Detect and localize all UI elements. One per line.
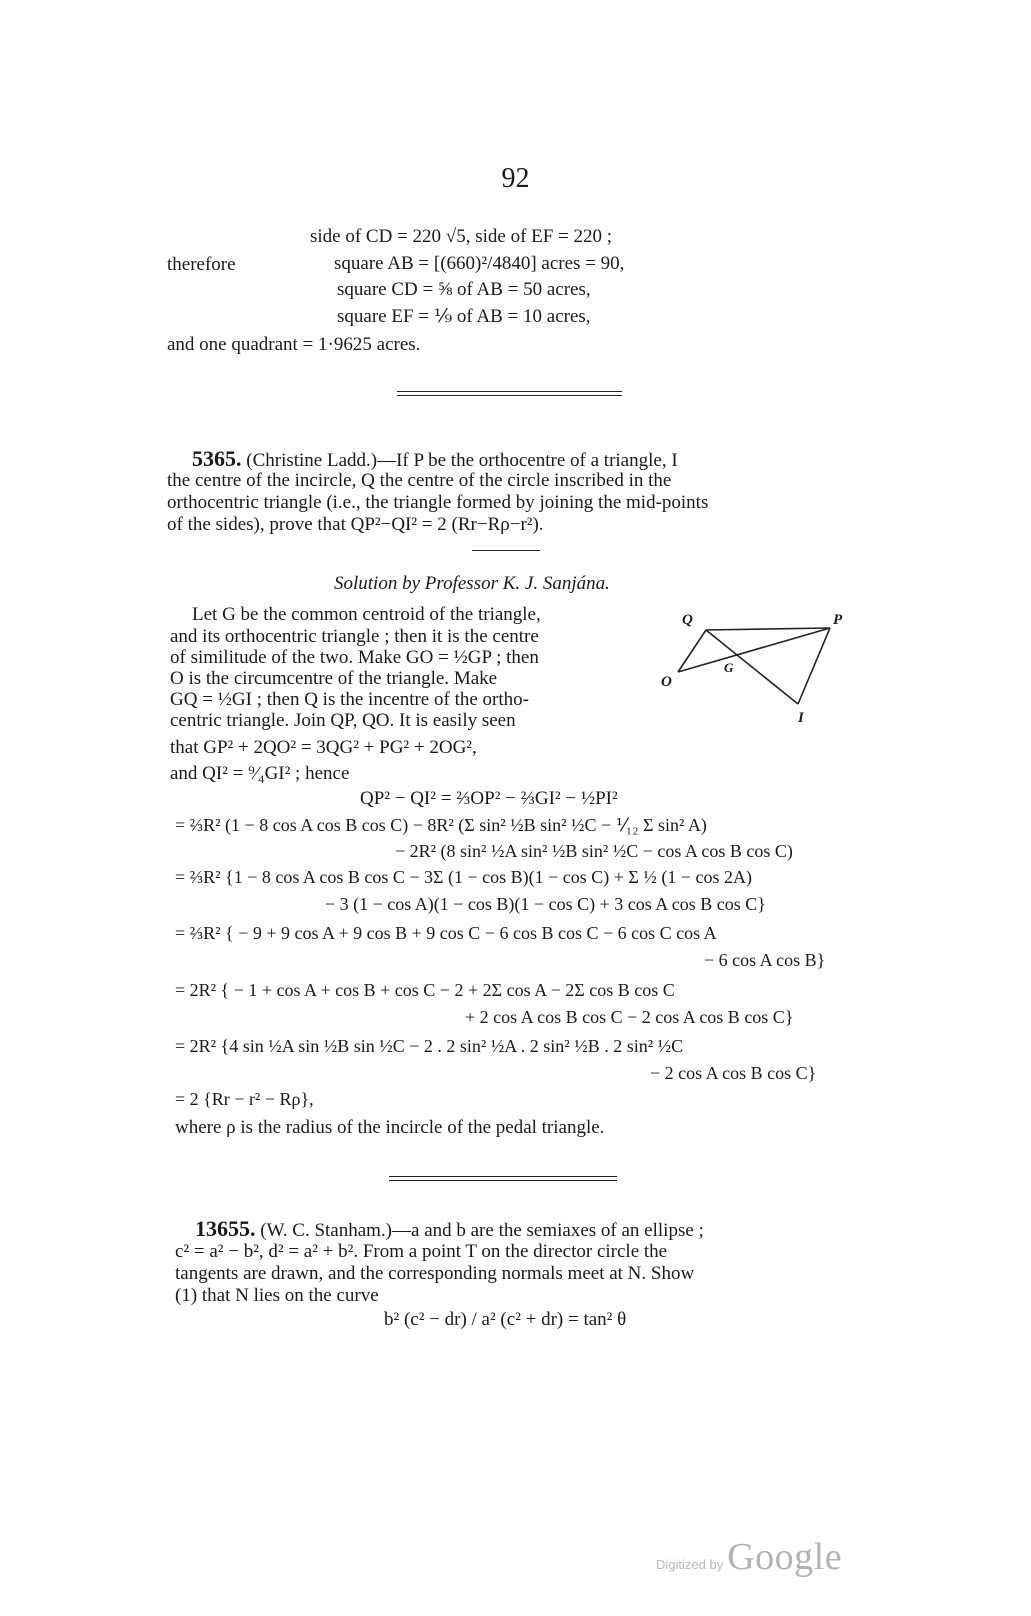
text-line: centric triangle. Join QP, QO. It is easily seen — [170, 710, 516, 731]
diagram-line-QP — [706, 628, 830, 630]
problem-number: 5365. — [192, 446, 242, 471]
text-line: square EF = ⅑ of AB = 10 acres, — [337, 306, 591, 327]
diagram-line-PI — [798, 628, 830, 704]
text-line: and QI² = ⁹⁄₄GI² ; hence — [170, 763, 350, 784]
equation-line: = 2R² { − 1 + cos A + cos B + cos C − 2 + 2Σ cos A − 2Σ cos B cos C — [175, 980, 675, 1000]
equation-line: − 2R² (8 sin² ½A sin² ½B sin² ½C − cos A cos B cos C) — [395, 841, 793, 861]
diagram-label: O — [661, 674, 672, 690]
diagram-label: P — [833, 612, 843, 628]
page-number: 92 — [501, 163, 530, 194]
text-line: (Christine Ladd.)—If P be the orthocentre of a triangle, I — [246, 450, 678, 471]
text-line: of similitude of the two. Make GO = ½GP ; then — [170, 647, 539, 668]
equation-line: − 3 (1 − cos A)(1 − cos B)(1 − cos C) + 3 cos A cos B cos C} — [325, 894, 766, 914]
text-line: and its orthocentric triangle ; then it is the centre — [170, 626, 539, 647]
solution-heading: Solution by Professor K. J. Sanjána. — [334, 573, 610, 594]
watermark-logo-text: Google — [727, 1536, 843, 1578]
text-line: and one quadrant = 1·9625 acres. — [167, 334, 421, 355]
equation-line: − 6 cos A cos B} — [704, 950, 826, 970]
text-line: (W. C. Stanham.)—a and b are the semiaxes of an ellipse ; — [260, 1220, 704, 1241]
text-line: square AB = [(660)²/4840] acres = 90, — [334, 253, 625, 274]
diagram-label: G — [724, 660, 734, 675]
problem-5365-statement — [192, 448, 678, 472]
text-line: the centre of the incircle, Q the centre of the circle inscribed in the — [167, 470, 672, 491]
problem-number: 13655. — [195, 1216, 256, 1241]
text-line: O is the circumcentre of the triangle. Make — [170, 668, 498, 689]
problem-13655-statement — [195, 1218, 704, 1242]
text-line: GQ = ½GI ; then Q is the incentre of the ortho- — [170, 689, 529, 710]
equation-line: = 2 {Rr − r² − Rρ}, — [175, 1089, 314, 1109]
text-line: where ρ is the radius of the incircle of the pedal triangle. — [175, 1117, 605, 1138]
watermark — [656, 1535, 842, 1579]
text-line: of the sides), prove that QP²−QI² = 2 (Rr−Rρ−r²). — [167, 514, 544, 535]
equation-line: = ⅔R² {1 − 8 cos A cos B cos C − 3Σ (1 − cos B)(1 − cos C) + Σ ½ (1 − cos 2A) — [175, 867, 753, 887]
therefore-label: therefore — [167, 254, 236, 275]
diagram-label: I — [798, 710, 804, 726]
short-divider — [472, 550, 540, 551]
equation-line: = ⅔R² (1 − 8 cos A cos B cos C) − 8R² (Σ sin² ½B sin² ½C − ⅟₁₂ Σ sin² A) — [175, 815, 707, 835]
text-line: orthocentric triangle (i.e., the triangle formed by joining the mid-points — [167, 492, 709, 513]
text-line: side of CD = 220 √5, side of EF = 220 ; — [310, 226, 613, 247]
equation-line: = ⅔R² { − 9 + 9 cos A + 9 cos B + 9 cos C − 6 cos B cos C − 6 cos C cos A — [175, 923, 717, 943]
watermark-small-text: Digitized by — [656, 1557, 724, 1572]
equation-line: − 2 cos A cos B cos C} — [650, 1063, 817, 1083]
equation-line: QP² − QI² = ⅔OP² − ⅔GI² − ½PI² — [360, 788, 618, 809]
diagram-label: Q — [682, 612, 693, 628]
equation-line: b² (c² − dr) / a² (c² + dr) = tan² θ — [384, 1309, 627, 1330]
text-line: tangents are drawn, and the corresponding normals meet at N. Show — [175, 1263, 695, 1284]
equation-line: = 2R² {4 sin ½A sin ½B sin ½C − 2 . 2 sin² ½A . 2 sin² ½B . 2 sin² ½C — [175, 1036, 684, 1056]
triangle-diagram — [661, 612, 878, 740]
section-divider — [397, 391, 622, 396]
text-line: square CD = ⅝ of AB = 50 acres, — [337, 279, 591, 300]
text-line: Let G be the common centroid of the triangle, — [192, 604, 541, 625]
text-line: that GP² + 2QO² = 3QG² + PG² + 2OG², — [170, 737, 477, 758]
text-line: c² = a² − b², d² = a² + b². From a point T on the director circle the — [175, 1241, 668, 1262]
text-line: (1) that N lies on the curve — [175, 1285, 379, 1306]
section-divider — [389, 1176, 617, 1181]
diagram-line-OP — [678, 628, 830, 672]
equation-line: + 2 cos A cos B cos C − 2 cos A cos B cos C} — [465, 1007, 794, 1027]
